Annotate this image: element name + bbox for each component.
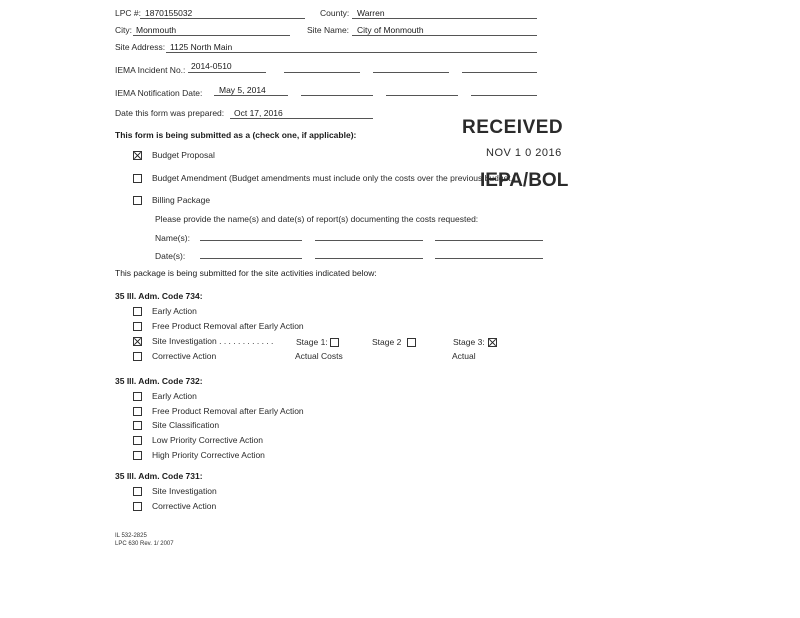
dates-line-2[interactable] (315, 258, 423, 259)
dates-line-3[interactable] (435, 258, 543, 259)
lpc-number-label: LPC #: (115, 8, 141, 18)
site-address-label: Site Address: (115, 42, 166, 52)
code-732-early-action-checkbox[interactable] (133, 392, 142, 401)
code-734-early-action-checkbox[interactable] (133, 307, 142, 316)
code-732-site-classification-label: Site Classification (152, 420, 220, 430)
stage-2-label: Stage 2 (372, 337, 402, 347)
received-stamp: RECEIVED (462, 117, 564, 138)
billing-package-label: Billing Package (152, 195, 211, 205)
city-underline (133, 35, 290, 36)
code-731-corrective-action-label: Corrective Action (152, 501, 217, 511)
report-instruction: Please provide the name(s) and date(s) of report(s) documenting the costs requested: (155, 214, 479, 224)
stage-3-label: Stage 3: (453, 337, 485, 347)
code-732-site-classification-checkbox[interactable] (133, 421, 142, 430)
site-name-value: City of Monmouth (357, 25, 424, 35)
code-734-site-investigation-label: Site Investigation . . . . . . . . . . . . (152, 336, 274, 346)
billing-package-checkbox[interactable] (133, 196, 142, 205)
code-734-corrective-action-checkbox[interactable] (133, 352, 142, 361)
county-label: County: (320, 8, 350, 18)
city-label: City: (115, 25, 132, 35)
code-732-high-priority-checkbox[interactable] (133, 451, 142, 460)
iema-notification-label: IEMA Notification Date: (115, 88, 203, 98)
code-731-corrective-action-checkbox[interactable] (133, 502, 142, 511)
iema-incident-underline-2 (284, 72, 360, 73)
names-line-3[interactable] (435, 240, 543, 241)
date-prepared-underline (230, 118, 373, 119)
code-732-free-product-checkbox[interactable] (133, 407, 142, 416)
code-732-high-priority-label: High Priority Corrective Action (152, 450, 265, 460)
iema-incident-label: IEMA Incident No.: (115, 65, 186, 75)
code-731-site-investigation-checkbox[interactable] (133, 487, 142, 496)
iema-notification-underline-3 (386, 95, 458, 96)
code-734-free-product-checkbox[interactable] (133, 322, 142, 331)
code-734-site-investigation-checkbox[interactable] (133, 337, 142, 346)
code-734-early-action-label: Early Action (152, 306, 197, 316)
code-732-low-priority-checkbox[interactable] (133, 436, 142, 445)
budget-proposal-label: Budget Proposal (152, 150, 215, 160)
iema-notification-underline-2 (301, 95, 373, 96)
iema-notification-underline-4 (471, 95, 537, 96)
lpc-number-value: 1870155032 (145, 8, 193, 18)
stage-1-checkbox[interactable] (330, 338, 339, 347)
iema-notification-underline-1 (214, 95, 288, 96)
date-prepared-value: Oct 17, 2016 (234, 108, 283, 118)
names-line-2[interactable] (315, 240, 423, 241)
iema-incident-underline-3 (373, 72, 449, 73)
county-value: Warren (357, 8, 385, 18)
stage-1-label: Stage 1: (296, 337, 328, 347)
code-732-free-product-label: Free Product Removal after Early Action (152, 406, 304, 416)
iema-incident-value: 2014-0510 (191, 61, 232, 71)
code-731-title: 35 Ill. Adm. Code 731: (115, 471, 203, 481)
form-number: IL 532-2825 (115, 533, 147, 539)
form-revision: LPC 630 Rev. 1/ 2007 (115, 541, 174, 547)
budget-amendment-checkbox[interactable] (133, 174, 142, 183)
code-734-corrective-action-label: Corrective Action (152, 351, 217, 361)
site-address-underline (166, 52, 537, 53)
code-732-title: 35 Ill. Adm. Code 732: (115, 376, 203, 386)
dates-line-1[interactable] (200, 258, 302, 259)
activities-heading: This package is being submitted for the site activities indicated below: (115, 268, 377, 278)
budget-proposal-checkbox[interactable] (133, 151, 142, 160)
code-734-title: 35 Ill. Adm. Code 734: (115, 291, 203, 301)
iema-incident-underline-1 (188, 72, 266, 73)
budget-amendment-label: Budget Amendment (Budget amendments must include only the costs over the previous budget.) (152, 173, 516, 183)
submission-type-heading: This form is being submitted as a (check one, if applicable): (115, 130, 357, 140)
actual-label: Actual (452, 351, 476, 361)
agency-stamp: IEPA/BOL (480, 170, 569, 191)
actual-costs-label: Actual Costs (295, 351, 343, 361)
code-731-site-investigation-label: Site Investigation (152, 486, 217, 496)
stage-2-checkbox[interactable] (407, 338, 416, 347)
iema-notification-value: May 5, 2014 (219, 85, 266, 95)
names-label: Name(s): (155, 233, 190, 243)
lpc-number-underline (140, 18, 305, 19)
county-underline (352, 18, 537, 19)
code-732-low-priority-label: Low Priority Corrective Action (152, 435, 264, 445)
site-address-value: 1125 North Main (170, 42, 233, 52)
stage-3-checkbox[interactable] (488, 338, 497, 347)
names-line-1[interactable] (200, 240, 302, 241)
site-name-underline (352, 35, 537, 36)
dates-label: Date(s): (155, 251, 186, 261)
city-value: Monmouth (136, 25, 177, 35)
received-stamp-date: NOV 1 0 2016 (486, 147, 562, 159)
date-prepared-label: Date this form was prepared: (115, 108, 225, 118)
code-734-free-product-label: Free Product Removal after Early Action (152, 321, 304, 331)
iema-incident-underline-4 (462, 72, 537, 73)
code-732-early-action-label: Early Action (152, 391, 197, 401)
site-name-label: Site Name: (307, 25, 350, 35)
